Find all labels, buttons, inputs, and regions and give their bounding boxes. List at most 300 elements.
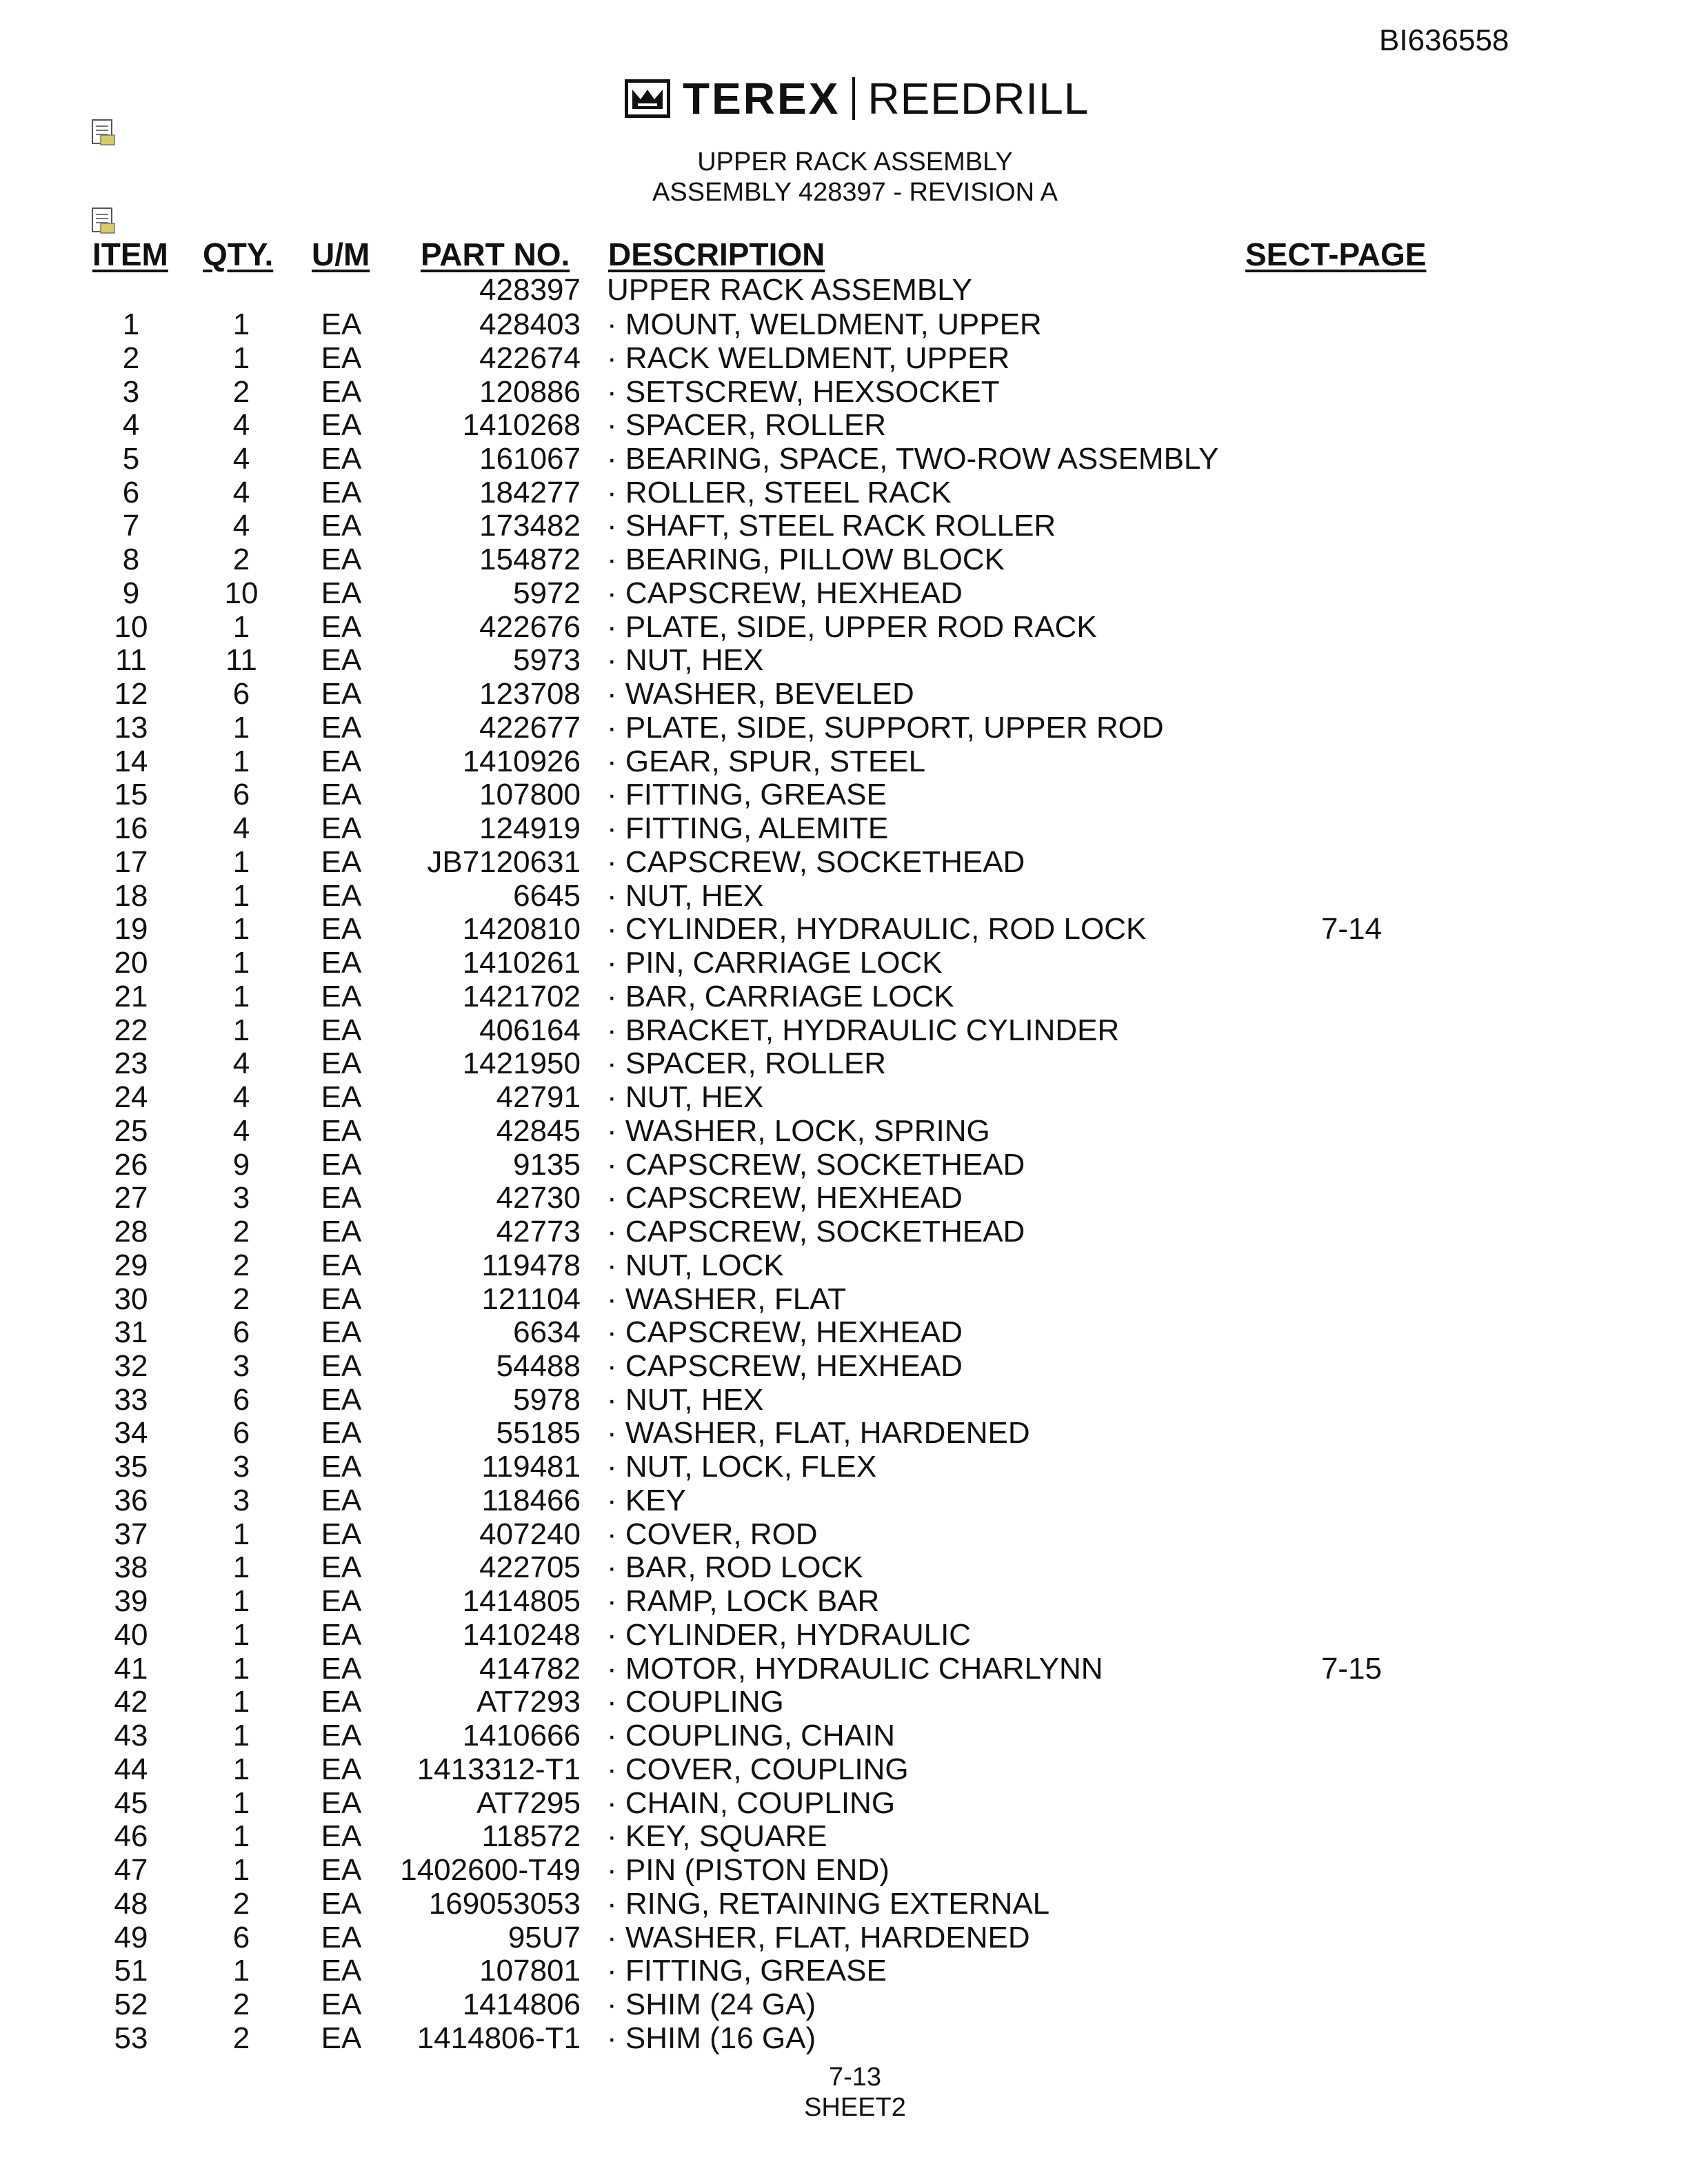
item-number: 30 <box>114 1282 148 1316</box>
item-number: 32 <box>114 1348 148 1383</box>
item-number: 44 <box>114 1752 148 1786</box>
unit-of-measure: EA <box>321 912 362 947</box>
item-number: 8 <box>122 543 140 577</box>
part-number: 428403 <box>479 307 581 341</box>
item-number: 23 <box>114 1046 148 1081</box>
item-number: 38 <box>114 1550 148 1585</box>
item-number: 9 <box>122 576 140 610</box>
assembly-row <box>0 273 1688 306</box>
description: · NUT, HEX <box>607 1382 764 1417</box>
unit-of-measure: EA <box>321 307 362 341</box>
quantity: 1 <box>232 609 250 644</box>
part-number: 55185 <box>496 1416 581 1450</box>
unit-of-measure: EA <box>321 1113 362 1148</box>
quantity: 1 <box>232 1550 250 1585</box>
description: · CAPSCREW, SOCKETHEAD <box>607 1147 1025 1182</box>
table-row <box>0 1954 1688 1987</box>
quantity: 1 <box>232 979 250 1013</box>
part-number: 1414806-T1 <box>416 2021 581 2055</box>
description: · NUT, HEX <box>607 878 764 913</box>
unit-of-measure: EA <box>321 1215 362 1248</box>
description: · GEAR, SPUR, STEEL <box>607 744 926 778</box>
item-number: 34 <box>114 1416 148 1450</box>
page-number: 7-13 <box>828 2063 882 2092</box>
unit-of-measure: EA <box>321 845 362 879</box>
description: · NUT, HEX <box>607 643 764 678</box>
table-row <box>0 408 1688 441</box>
unit-of-measure: EA <box>321 1147 362 1182</box>
description: · PIN, CARRIAGE LOCK <box>607 946 943 980</box>
column-header-sect-page: SECT-PAGE <box>1245 236 1427 272</box>
description: · COUPLING, CHAIN <box>607 1719 896 1753</box>
table-row <box>0 1550 1688 1584</box>
item-number: 5 <box>122 442 140 476</box>
table-row <box>0 643 1688 676</box>
unit-of-measure: EA <box>321 744 362 778</box>
part-number: 1414806 <box>462 1988 581 2021</box>
part-number: 54488 <box>496 1348 581 1383</box>
item-number: 49 <box>114 1920 148 1954</box>
item-number: 36 <box>114 1483 148 1517</box>
table-row <box>0 946 1688 979</box>
unit-of-measure: EA <box>321 643 362 678</box>
quantity: 4 <box>232 475 250 509</box>
part-number: 1410268 <box>462 408 581 443</box>
description: · BEARING, SPACE, TWO-ROW ASSEMBLY <box>607 442 1219 476</box>
part-number: 107800 <box>479 778 581 812</box>
unit-of-measure: EA <box>321 1382 362 1417</box>
quantity: 1 <box>232 1685 250 1719</box>
document-number: BI636558 <box>1379 23 1509 57</box>
description: · SPACER, ROLLER <box>607 408 887 443</box>
item-number: 25 <box>114 1113 148 1148</box>
description: · KEY, SQUARE <box>607 1819 827 1854</box>
description: · CAPSCREW, HEXHEAD <box>607 1181 963 1215</box>
quantity: 1 <box>232 1013 250 1047</box>
item-number: 6 <box>122 475 140 509</box>
table-row <box>0 576 1688 609</box>
brand-logo <box>625 74 1089 123</box>
part-number: 6645 <box>513 878 581 913</box>
unit-of-measure: EA <box>321 1853 362 1887</box>
quantity: 6 <box>232 1416 250 1450</box>
description: · WASHER, FLAT, HARDENED <box>607 1920 1030 1954</box>
item-number: 37 <box>114 1517 148 1551</box>
description: · BAR, ROD LOCK <box>607 1550 863 1585</box>
part-number: 422674 <box>479 341 581 375</box>
unit-of-measure: EA <box>321 475 362 509</box>
part-number: 5973 <box>513 643 581 678</box>
description: · FITTING, GREASE <box>607 1954 887 1988</box>
item-number: 11 <box>115 643 147 678</box>
description: · BAR, CARRIAGE LOCK <box>607 979 954 1013</box>
table-row <box>0 1786 1688 1819</box>
description: · RING, RETAINING EXTERNAL <box>607 1886 1050 1921</box>
part-number: 1421702 <box>462 979 581 1013</box>
unit-of-measure: EA <box>321 1181 362 1215</box>
part-number: 9135 <box>513 1147 581 1182</box>
quantity: 2 <box>232 1248 250 1282</box>
item-number: 20 <box>114 946 148 980</box>
unit-of-measure: EA <box>321 1752 362 1786</box>
item-number: 46 <box>114 1819 148 1854</box>
part-number: 184277 <box>479 475 581 509</box>
brand-subname: REEDRILL <box>867 74 1089 123</box>
item-number: 35 <box>114 1450 148 1484</box>
part-number: 173482 <box>479 509 581 543</box>
part-number: 169053053 <box>428 1886 581 1921</box>
part-number: 118572 <box>481 1819 581 1854</box>
table-row <box>0 879 1688 912</box>
table-row <box>0 476 1688 509</box>
unit-of-measure: EA <box>321 878 362 913</box>
description: · RAMP, LOCK BAR <box>607 1584 880 1619</box>
part-number: 1410666 <box>462 1719 581 1753</box>
item-number: 26 <box>114 1147 148 1182</box>
table-row <box>0 1349 1688 1382</box>
description: · CAPSCREW, SOCKETHEAD <box>607 1215 1025 1248</box>
description: · PLATE, SIDE, SUPPORT, UPPER ROD <box>607 710 1164 745</box>
part-number: 1410248 <box>462 1617 581 1652</box>
part-number: 118466 <box>481 1483 581 1517</box>
unit-of-measure: EA <box>321 1348 362 1383</box>
table-row <box>0 1282 1688 1315</box>
part-number: 107801 <box>479 1954 581 1988</box>
quantity: 4 <box>232 1046 250 1081</box>
part-number: 407240 <box>479 1517 581 1551</box>
table-row <box>0 745 1688 778</box>
item-number: 10 <box>114 609 148 644</box>
part-number: JB7120631 <box>427 845 581 879</box>
unit-of-measure: EA <box>321 442 362 476</box>
description: · WASHER, BEVELED <box>607 677 914 711</box>
part-number: 154872 <box>479 543 581 577</box>
sheet-label: SHEET2 <box>804 2093 906 2122</box>
part-number: 1410926 <box>462 744 581 778</box>
part-number: AT7293 <box>476 1685 581 1719</box>
table-row <box>0 1383 1688 1416</box>
part-number: 422705 <box>479 1550 581 1585</box>
quantity: 6 <box>232 1920 250 1954</box>
quantity: 2 <box>232 1282 250 1316</box>
part-number: 119481 <box>481 1450 581 1484</box>
item-number: 12 <box>114 677 148 711</box>
column-header-description: DESCRIPTION <box>608 236 825 272</box>
description: · CYLINDER, HYDRAULIC <box>607 1617 972 1652</box>
unit-of-measure: EA <box>321 1954 362 1988</box>
quantity: 1 <box>232 845 250 879</box>
table-row <box>0 1988 1688 2021</box>
part-number: 42791 <box>496 1080 581 1114</box>
item-number: 53 <box>114 2021 148 2055</box>
quantity: 4 <box>232 811 250 846</box>
quantity: 1 <box>232 1651 250 1686</box>
description: · CAPSCREW, HEXHEAD <box>607 1348 963 1383</box>
column-header-item: ITEM <box>92 236 168 272</box>
quantity: 1 <box>232 1954 250 1988</box>
description: · MOUNT, WELDMENT, UPPER <box>607 307 1042 341</box>
quantity: 4 <box>232 442 250 476</box>
table-row <box>0 1450 1688 1483</box>
quantity: 2 <box>232 2021 250 2055</box>
quantity: 1 <box>232 744 250 778</box>
item-number: 43 <box>114 1719 148 1753</box>
table-row <box>0 1148 1688 1181</box>
quantity: 1 <box>232 1853 250 1887</box>
table-row <box>0 610 1688 643</box>
unit-of-measure: EA <box>321 1988 362 2021</box>
item-number: 41 <box>114 1651 148 1686</box>
quantity: 11 <box>225 643 257 678</box>
part-number: 42845 <box>496 1113 581 1148</box>
unit-of-measure: EA <box>321 543 362 577</box>
unit-of-measure: EA <box>321 1786 362 1820</box>
part-number: 120886 <box>479 374 581 409</box>
unit-of-measure: EA <box>321 341 362 375</box>
table-row <box>0 1652 1688 1685</box>
item-number: 52 <box>114 1988 148 2021</box>
item-number: 31 <box>114 1315 148 1350</box>
table-row <box>0 1819 1688 1852</box>
document-link-icon[interactable] <box>91 119 116 146</box>
quantity: 2 <box>232 374 250 409</box>
quantity: 1 <box>232 1719 250 1753</box>
item-number: 13 <box>114 710 148 745</box>
description: · CYLINDER, HYDRAULIC, ROD LOCK <box>607 912 1147 947</box>
description: · NUT, LOCK, FLEX <box>607 1450 877 1484</box>
table-row <box>0 1584 1688 1617</box>
description: · PLATE, SIDE, UPPER ROD RACK <box>607 609 1097 644</box>
part-number: AT7295 <box>476 1786 581 1820</box>
description: · SHAFT, STEEL RACK ROLLER <box>607 509 1056 543</box>
item-number: 39 <box>114 1584 148 1619</box>
table-row <box>0 442 1688 475</box>
quantity: 6 <box>232 677 250 711</box>
part-number: 124919 <box>479 811 581 846</box>
item-number: 47 <box>114 1853 148 1887</box>
item-number: 29 <box>114 1248 148 1282</box>
item-number: 27 <box>114 1181 148 1215</box>
table-row <box>0 677 1688 710</box>
part-number: 1414805 <box>462 1584 581 1619</box>
unit-of-measure: EA <box>321 1282 362 1316</box>
description: · WASHER, FLAT <box>607 1282 847 1316</box>
part-number: 5972 <box>513 576 581 610</box>
quantity: 1 <box>232 1617 250 1652</box>
description: · COVER, ROD <box>607 1517 818 1551</box>
description: · FITTING, GREASE <box>607 778 887 812</box>
description: · BRACKET, HYDRAULIC CYLINDER <box>607 1013 1120 1047</box>
quantity: 1 <box>232 1584 250 1619</box>
part-number: 422677 <box>479 710 581 745</box>
item-number: 1 <box>122 307 140 341</box>
table-row <box>0 1719 1688 1752</box>
part-number: 406164 <box>479 1013 581 1047</box>
table-row <box>0 845 1688 878</box>
description: · SHIM (24 GA) <box>607 1988 816 2021</box>
item-number: 21 <box>114 979 148 1013</box>
description: · MOTOR, HYDRAULIC CHARLYNN <box>607 1651 1103 1686</box>
description: · FITTING, ALEMITE <box>607 811 889 846</box>
quantity: 3 <box>232 1450 250 1484</box>
part-number: 414782 <box>479 1651 581 1686</box>
quantity: 1 <box>232 307 250 341</box>
unit-of-measure: EA <box>321 1550 362 1585</box>
item-number: 7 <box>122 509 140 543</box>
unit-of-measure: EA <box>321 677 362 711</box>
part-number: 119478 <box>481 1248 581 1282</box>
description: · WASHER, FLAT, HARDENED <box>607 1416 1030 1450</box>
item-number: 4 <box>122 408 140 443</box>
table-row <box>0 509 1688 542</box>
quantity: 6 <box>232 778 250 812</box>
description: · SETSCREW, HEXSOCKET <box>607 374 1000 409</box>
part-number: 42773 <box>496 1215 581 1248</box>
table-row <box>0 711 1688 744</box>
quantity: 1 <box>232 1517 250 1551</box>
table-row <box>0 1484 1688 1517</box>
item-number: 15 <box>114 778 148 812</box>
item-number: 28 <box>114 1215 148 1248</box>
unit-of-measure: EA <box>321 1819 362 1854</box>
quantity: 3 <box>232 1181 250 1215</box>
unit-of-measure: EA <box>321 576 362 610</box>
table-row <box>0 1921 1688 1954</box>
unit-of-measure: EA <box>321 1248 362 1282</box>
brand-name: TEREX <box>683 74 841 123</box>
quantity: 6 <box>232 1382 250 1417</box>
table-row <box>0 1685 1688 1718</box>
sect-page: 7-15 <box>1320 1651 1383 1686</box>
table-row <box>0 1248 1688 1282</box>
description: · COVER, COUPLING <box>607 1752 909 1786</box>
unit-of-measure: EA <box>321 1651 362 1686</box>
item-number: 17 <box>114 845 148 879</box>
item-number: 19 <box>114 912 148 947</box>
description: · BEARING, PILLOW BLOCK <box>607 543 1005 577</box>
unit-of-measure: EA <box>321 811 362 846</box>
table-row <box>0 1752 1688 1786</box>
part-number: 121104 <box>481 1282 581 1316</box>
unit-of-measure: EA <box>321 1046 362 1081</box>
quantity: 4 <box>232 1080 250 1114</box>
table-row <box>0 778 1688 811</box>
description: UPPER RACK ASSEMBLY <box>607 273 972 307</box>
table-row <box>0 1181 1688 1214</box>
logo-divider <box>852 77 855 120</box>
quantity: 1 <box>232 1752 250 1786</box>
assembly-subtitle: ASSEMBLY 428397 - REVISION A <box>652 178 1058 207</box>
unit-of-measure: EA <box>321 408 362 443</box>
quantity: 1 <box>232 1819 250 1854</box>
item-number: 48 <box>114 1886 148 1921</box>
unit-of-measure: EA <box>321 1080 362 1114</box>
quantity: 1 <box>232 912 250 947</box>
item-number: 51 <box>114 1954 148 1988</box>
item-number: 33 <box>114 1382 148 1417</box>
part-number: 5978 <box>513 1382 581 1417</box>
item-number: 3 <box>122 374 140 409</box>
column-header-um: U/M <box>312 236 370 272</box>
unit-of-measure: EA <box>321 1483 362 1517</box>
column-header-part-no: PART NO. <box>421 236 570 272</box>
quantity: 2 <box>232 543 250 577</box>
quantity: 4 <box>232 509 250 543</box>
unit-of-measure: EA <box>321 1719 362 1753</box>
part-number: 422676 <box>479 609 581 644</box>
table-row <box>0 1046 1688 1080</box>
description: · RACK WELDMENT, UPPER <box>607 341 1010 375</box>
part-number: 1420810 <box>462 912 581 947</box>
unit-of-measure: EA <box>321 1685 362 1719</box>
item-number: 22 <box>114 1013 148 1047</box>
column-header-qty: QTY. <box>203 236 274 272</box>
quantity: 1 <box>232 946 250 980</box>
description: · SHIM (16 GA) <box>607 2021 816 2055</box>
unit-of-measure: EA <box>321 946 362 980</box>
document-link-icon[interactable] <box>91 207 116 234</box>
table-row <box>0 1517 1688 1550</box>
quantity: 4 <box>232 1113 250 1148</box>
part-number: 42730 <box>496 1181 581 1215</box>
part-number: 1402600-T49 <box>400 1853 581 1887</box>
quantity: 2 <box>232 1215 250 1248</box>
part-number: 161067 <box>479 442 581 476</box>
unit-of-measure: EA <box>321 609 362 644</box>
description: · NUT, LOCK <box>607 1248 784 1282</box>
table-row <box>0 1416 1688 1449</box>
part-number: 1421950 <box>462 1046 581 1081</box>
part-number: 6634 <box>513 1315 581 1350</box>
item-number: 45 <box>114 1786 148 1820</box>
part-number: 1410261 <box>462 946 581 980</box>
part-number: 95U7 <box>508 1920 581 1954</box>
description: · ROLLER, STEEL RACK <box>607 475 952 509</box>
unit-of-measure: EA <box>321 374 362 409</box>
table-row <box>0 1315 1688 1348</box>
quantity: 1 <box>232 341 250 375</box>
quantity: 9 <box>232 1147 250 1182</box>
unit-of-measure: EA <box>321 2021 362 2055</box>
table-row <box>0 2021 1688 2054</box>
description: · WASHER, LOCK, SPRING <box>607 1113 990 1148</box>
unit-of-measure: EA <box>321 1416 362 1450</box>
part-number: 1413312-T1 <box>416 1752 581 1786</box>
unit-of-measure: EA <box>321 1315 362 1350</box>
item-number: 24 <box>114 1080 148 1114</box>
table-row <box>0 307 1688 341</box>
description: · NUT, HEX <box>607 1080 764 1114</box>
description: · CAPSCREW, HEXHEAD <box>607 576 963 610</box>
description: · CAPSCREW, HEXHEAD <box>607 1315 963 1350</box>
description: · PIN (PISTON END) <box>607 1853 890 1887</box>
unit-of-measure: EA <box>321 1920 362 1954</box>
page-title: UPPER RACK ASSEMBLY <box>697 148 1013 176</box>
table-row <box>0 1887 1688 1920</box>
unit-of-measure: EA <box>321 1517 362 1551</box>
quantity: 6 <box>232 1315 250 1350</box>
table-row <box>0 1013 1688 1046</box>
description: · SPACER, ROLLER <box>607 1046 887 1081</box>
table-row <box>0 341 1688 374</box>
quantity: 1 <box>232 1786 250 1820</box>
table-row <box>0 1114 1688 1147</box>
item-number: 16 <box>114 811 148 846</box>
table-row <box>0 1618 1688 1651</box>
unit-of-measure: EA <box>321 1584 362 1619</box>
part-number: 123708 <box>479 677 581 711</box>
unit-of-measure: EA <box>321 778 362 812</box>
